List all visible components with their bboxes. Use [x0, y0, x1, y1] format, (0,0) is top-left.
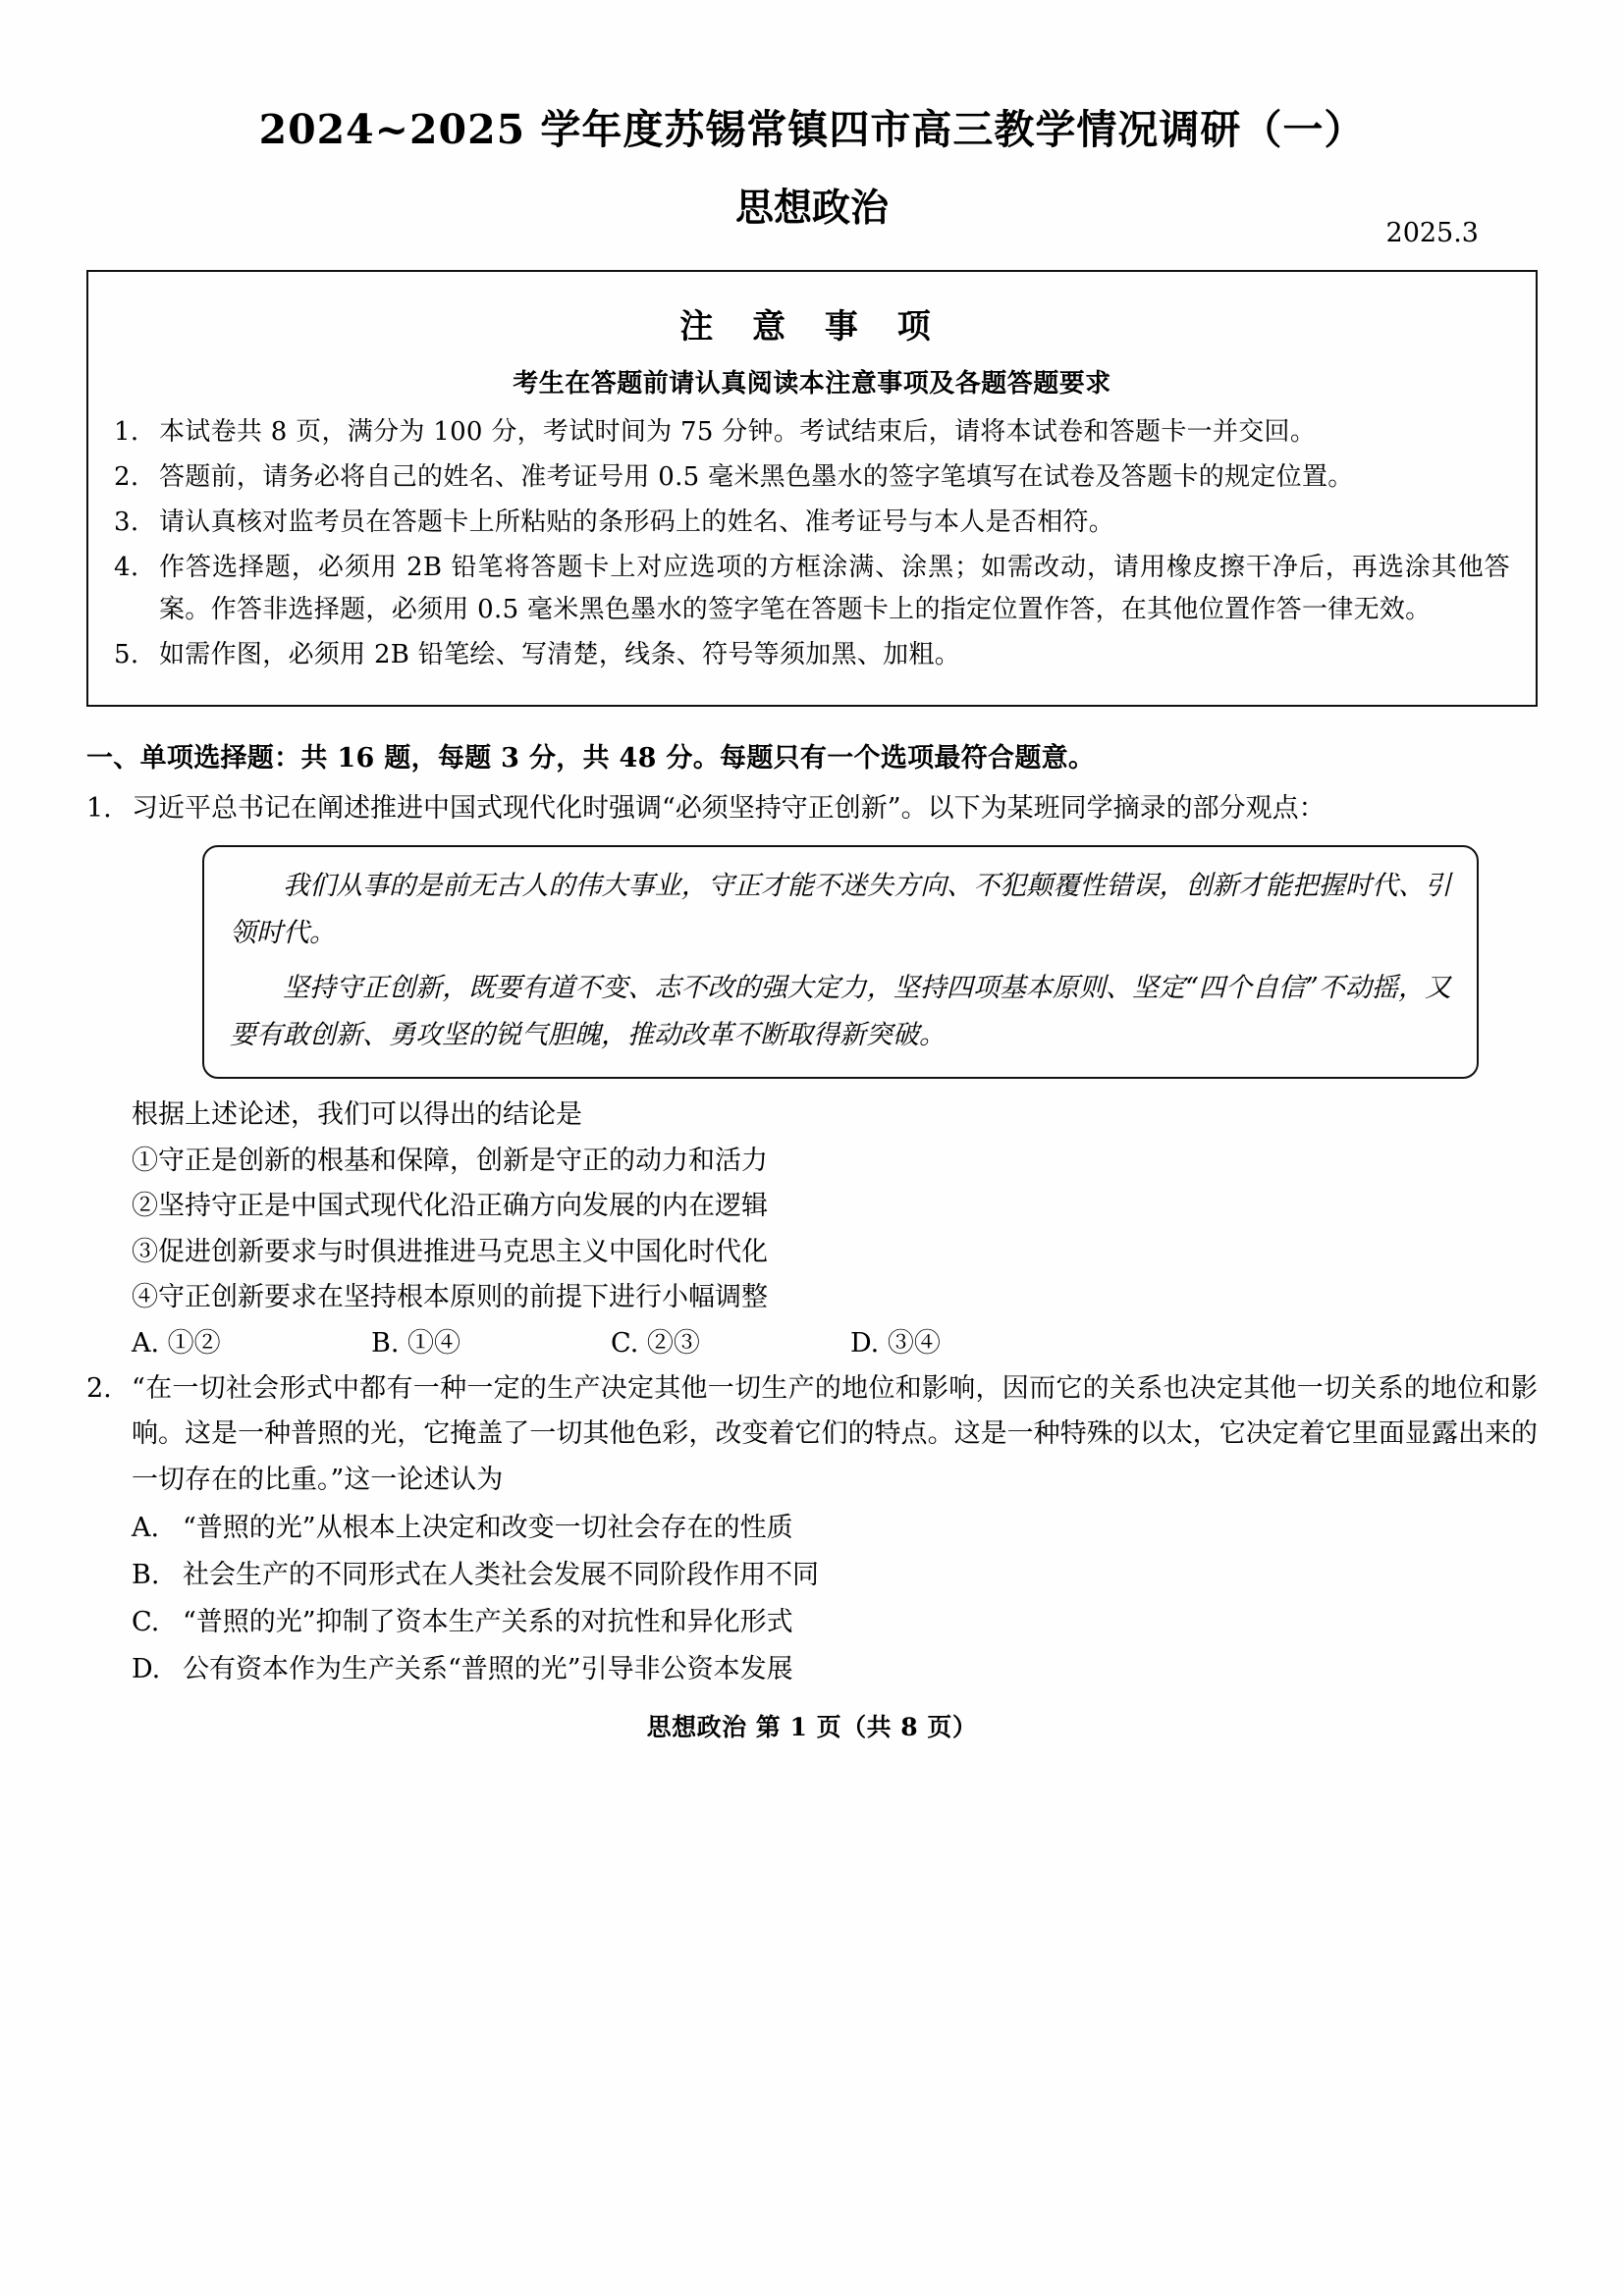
option-letter: A. [132, 1513, 160, 1544]
option-text: “普照的光”从根本上决定和改变一切社会存在的性质 [183, 1513, 793, 1544]
option-b[interactable] [132, 1552, 1538, 1599]
notice-item [114, 411, 1510, 453]
exam-body [86, 736, 1538, 1743]
question-stem: 习近平总书记在阐述推进中国式现代化时强调“必须坚持守正创新”。以下为某班同学摘录的部分观点： [132, 792, 1326, 824]
notice-item-text: 答题前，请务必将自己的姓名、准考证号用 0.5 毫米黑色墨水的签字笔填写在试卷及答题卡的规定位置。 [159, 462, 1354, 493]
option-text: “普照的光”抑制了资本生产关系的对抗性和异化形式 [183, 1607, 793, 1638]
option-c[interactable] [132, 1599, 1538, 1646]
notice-item-number: 4. [114, 553, 139, 583]
notice-item-number: 2. [114, 462, 139, 493]
option-c[interactable]: C. ②③ [611, 1327, 700, 1359]
page-footer: 思想政治 第 1 页（共 8 页） [646, 1712, 978, 1741]
quote-paragraph: 我们从事的是前无古人的伟大事业，守正才能不迷失方向、不犯颠覆性错误，创新才能把握时代、引领时代。 [230, 871, 1451, 949]
question-2-options [132, 1505, 1538, 1693]
option-a[interactable] [132, 1505, 1538, 1552]
notice-item-text: 作答选择题，必须用 2B 铅笔将答题卡上对应选项的方框涂满、涂黑；如需改动，请用橡皮擦干净后，再选涂其他答案。作答非选择题，必须用 0.5 毫米黑色墨水的签字笔在答题卡上的指定位置作答，在其他位置作答一律无效。 [159, 553, 1510, 624]
statement-item: ③促进创新要求与时俱进推进马克思主义中国化时代化 [132, 1236, 768, 1267]
exam-date: 2025.3 [1385, 218, 1479, 249]
option-a[interactable]: A. ①② [132, 1327, 221, 1359]
question-1-options [132, 1321, 1538, 1366]
option-text: 公有资本作为生产关系“普照的光”引导非公资本发展 [183, 1654, 793, 1685]
option-d[interactable]: D. ③④ [850, 1327, 941, 1359]
option-text: 社会生产的不同形式在人类社会发展不同阶段作用不同 [183, 1560, 819, 1591]
statement-item: ④守正创新要求在坚持根本原则的前提下进行小幅调整 [132, 1282, 768, 1313]
notice-item-number: 3. [114, 507, 139, 538]
question-number: 1. [86, 792, 112, 824]
notice-item-text: 请认真核对监考员在答题卡上所粘贴的条形码上的姓名、准考证号与本人是否相符。 [159, 507, 1115, 538]
notice-title: 注 意 事 项 [679, 307, 945, 347]
quote-paragraph: 坚持守正创新，既要有道不变、志不改的强大定力，坚持四项基本原则、坚定“四个自信”不动摇，又要有敢创新、勇攻坚的锐气胆魄，推动改革不断取得新突破。 [230, 973, 1451, 1051]
option-letter: C. [132, 1607, 160, 1638]
subject-title: 思想政治 [734, 186, 889, 232]
notice-item [114, 502, 1510, 543]
statement-item: ②坚持守正是中国式现代化沿正确方向发展的内在逻辑 [132, 1191, 768, 1222]
option-b[interactable]: B. ①④ [371, 1327, 461, 1359]
page-title: 2024~2025 学年度苏锡常镇四市高三教学情况调研（一） [258, 106, 1366, 153]
option-letter: D. [132, 1654, 161, 1685]
subtitle-row [0, 186, 1624, 249]
notice-item [114, 547, 1510, 629]
notice-item-number: 1. [114, 417, 139, 448]
option-d[interactable] [132, 1646, 1538, 1693]
question-2 [86, 1366, 1538, 1503]
question-lead: 根据上述论述，我们可以得出的结论是 [132, 1099, 582, 1131]
notice-item-number: 5. [114, 639, 139, 669]
question-1 [86, 786, 1538, 831]
notice-item-text: 如需作图，必须用 2B 铅笔绘、写清楚，线条、符号等须加黑、加粗。 [159, 639, 961, 669]
notice-item [114, 456, 1510, 498]
option-letter: B. [132, 1560, 160, 1591]
notice-box [86, 270, 1538, 707]
question-number: 2. [86, 1373, 112, 1404]
question-stem: “在一切社会形式中都有一种一定的生产决定其他一切生产的地位和影响，因而它的关系也决定其他一切关系的地位和影响。这是一种普照的光，它掩盖了一切其他色彩，改变着它们的特点。这是一种特殊的以太，它决定着它里面显露出来的一切存在的比重。”这一论述认为 [132, 1373, 1538, 1495]
notice-item [114, 634, 1510, 675]
statement-item: ①守正是创新的根基和保障，创新是守正的动力和活力 [132, 1145, 768, 1176]
notice-item-text: 本试卷共 8 页，满分为 100 分，考试时间为 75 分钟。考试结束后，请将本试卷和答题卡一并交回。 [159, 417, 1317, 448]
quote-card [202, 845, 1479, 1079]
notice-lead: 考生在答题前请认真阅读本注意事项及各题答题要求 [513, 369, 1111, 400]
section-heading: 一、单项选择题：共 16 题，每题 3 分，共 48 分。每题只有一个选项最符合题意。 [86, 742, 1096, 774]
